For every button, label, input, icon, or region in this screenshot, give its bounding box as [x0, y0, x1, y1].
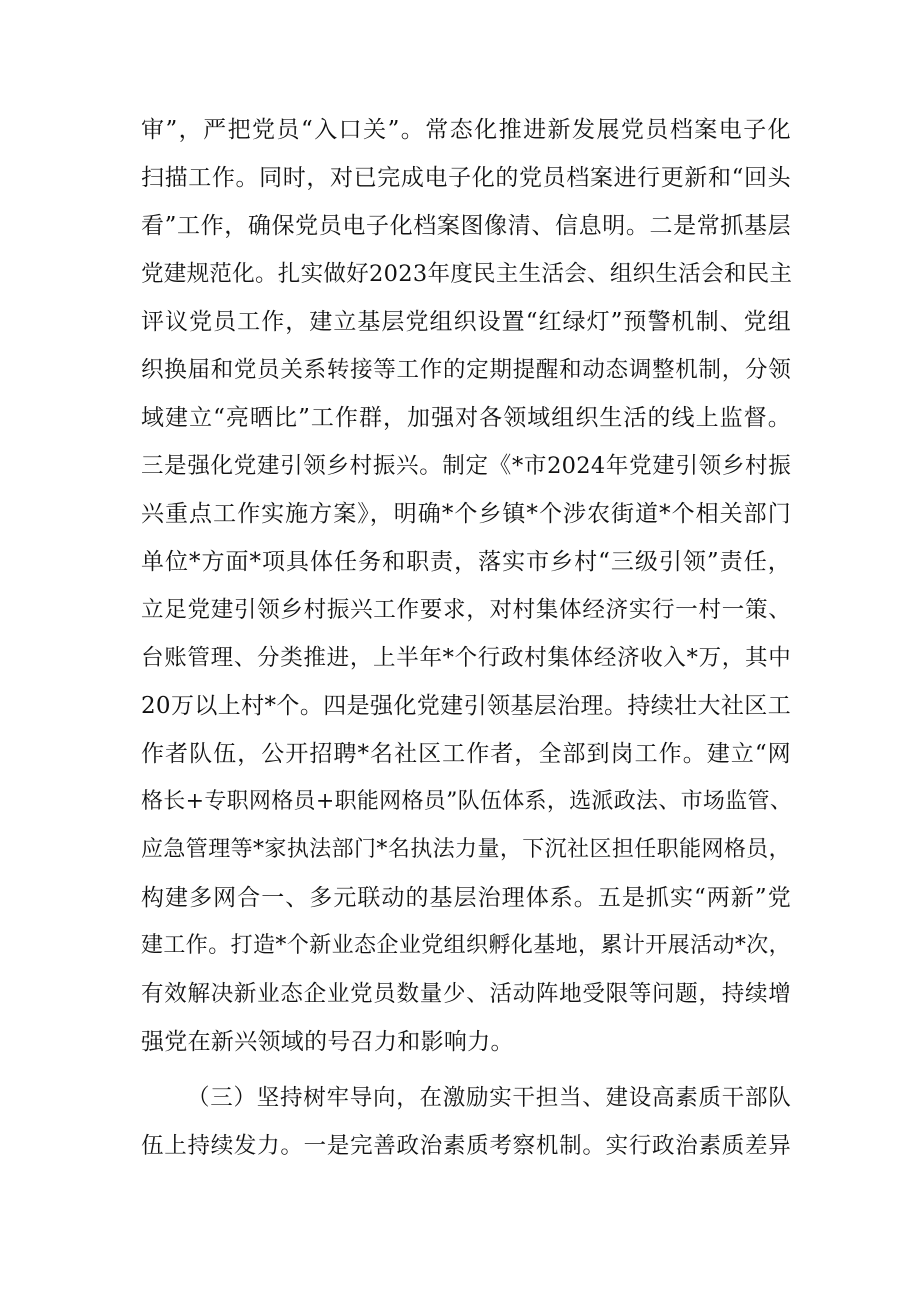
section-heading-line: （三）坚持树牢导向，在激励实干担当、建设高素质干部队: [187, 1085, 791, 1111]
paragraph-end-line: 强党在新兴领域的号召力和影响力。: [141, 1029, 514, 1055]
text-line: 域建立“亮晒比”工作群，加强对各领域组织生活的线上监督。: [141, 405, 791, 431]
text-line: 评议党员工作，建立基层党组织设置“红绿灯”预警机制、党组: [141, 309, 791, 335]
text-line: 三是强化党建引领乡村振兴。制定《*市2024年党建引领乡村振: [141, 453, 791, 479]
text-line: 作者队伍，公开招聘*名社区工作者，全部到岗工作。建立“网: [141, 741, 791, 767]
text-line: 单位*方面*项具体任务和职责，落实市乡村“三级引领”责任，: [141, 549, 791, 575]
text-line: 应急管理等*家执法部门*名执法力量，下沉社区担任职能网格员，: [141, 837, 791, 862]
text-line: 兴重点工作实施方案》，明确*个乡镇*个涉农街道*个相关部门: [141, 501, 791, 527]
text-line: 建工作。打造*个新业态企业党组织孵化基地，累计开展活动*次，: [141, 933, 791, 958]
text-line: 有效解决新业态企业党员数量少、活动阵地受限等问题，持续增: [141, 981, 791, 1007]
text-line: 党建规范化。扎实做好2023年度民主生活会、组织生活会和民主: [141, 261, 793, 287]
text-line: 扫描工作。同时，对已完成电子化的党员档案进行更新和“回头: [141, 165, 791, 191]
text-line: 构建多网合一、多元联动的基层治理体系。五是抓实“两新”党: [141, 885, 791, 911]
text-line: 格长+专职网格员+职能网格员”队伍体系，选派政法、市场监管、: [141, 789, 793, 814]
text-line: 伍上持续发力。一是完善政治素质考察机制。实行政治素质差异: [141, 1133, 791, 1159]
text-line: 立足党建引领乡村振兴工作要求，对村集体经济实行一村一策、: [141, 597, 791, 623]
text-line: 审”，严把党员“入口关”。常态化推进新发展党员档案电子化: [141, 117, 791, 143]
text-line: 看”工作，确保党员电子化档案图像清、信息明。二是常抓基层: [141, 213, 791, 239]
text-line: 20万以上村*个。四是强化党建引领基层治理。持续壮大社区工: [141, 693, 791, 719]
text-line: 织换届和党员关系转接等工作的定期提醒和动态调整机制，分领: [141, 357, 791, 383]
text-line: 台账管理、分类推进，上半年*个行政村集体经济收入*万，其中: [141, 645, 791, 671]
